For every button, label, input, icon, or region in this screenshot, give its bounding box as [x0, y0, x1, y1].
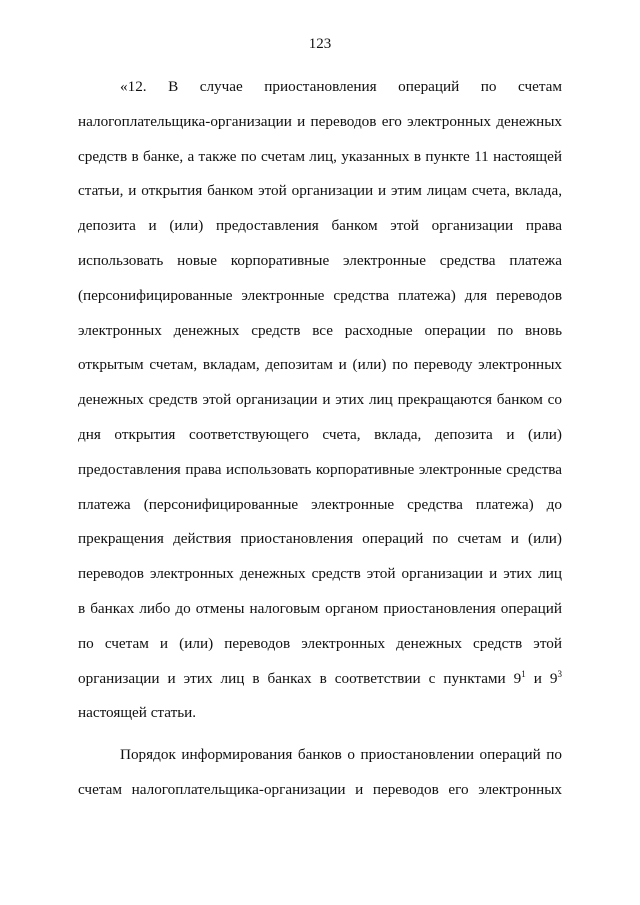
text-line: статьи, и открытия банком этой организации и этим лицам счета, вклада,: [78, 182, 562, 200]
paragraph-1: [78, 70, 562, 731]
text-line: счетам налогоплательщика-организации и переводов его электронных: [78, 780, 562, 798]
ref-base: 9: [513, 669, 522, 687]
body-text: [78, 70, 562, 808]
text-line: по счетам и (или) переводов электронных денежных средств этой: [78, 634, 562, 652]
paragraph-2: [78, 738, 562, 808]
reference-9-1: [514, 670, 526, 687]
text-line-last: настоящей статьи.: [78, 704, 197, 722]
text-line: дня открытия соответствующего счета, вклада, депозита и (или): [78, 425, 562, 443]
text-line: прекращения действия приостановления операций по счетам и (или): [78, 530, 562, 548]
text-line: средств в банке, а также по счетам лиц, указанных в пункте 11 настоящей: [78, 147, 562, 165]
text-line: открытым счетам, вкладам, депозитам и (или) по переводу электронных: [78, 356, 562, 374]
text-line: (персонифицированные электронные средства платежа) для переводов: [78, 286, 562, 304]
text-line: денежных средств этой организации и этих лиц прекращаются банком со: [78, 391, 562, 409]
text-line: использовать новые корпоративные электронные средства платежа: [78, 251, 562, 269]
reference-9-3: [550, 670, 562, 687]
text-line: [78, 662, 562, 697]
text-line: в банках либо до отмены налоговым органом приостановления операций: [78, 599, 562, 617]
conjunction: и: [533, 669, 542, 687]
text-line: платежа (персонифицированные электронные средства платежа) до: [78, 495, 562, 513]
line-text: организации и этих лиц в банках в соответствии с пунктами: [78, 669, 506, 687]
text-line: предоставления права использовать корпоративные электронные средства: [78, 460, 562, 478]
text-line: налогоплательщика-организации и переводов его электронных денежных: [78, 112, 562, 130]
text-line: Порядок информирования банков о приостановлении операций по: [120, 746, 562, 764]
text-line: депозита и (или) предоставления банком этой организации права: [78, 217, 562, 235]
text-line: «12. В случае приостановления операций по счетам: [120, 78, 562, 95]
ref-base: 9: [549, 669, 558, 687]
ref-superscript: 1: [521, 668, 526, 679]
page-number: 123: [308, 36, 332, 52]
ref-superscript: 3: [557, 668, 562, 679]
text-line: переводов электронных денежных средств этой организации и этих лиц: [78, 565, 562, 583]
text-line: электронных денежных средств все расходные операции по вновь: [78, 321, 562, 339]
